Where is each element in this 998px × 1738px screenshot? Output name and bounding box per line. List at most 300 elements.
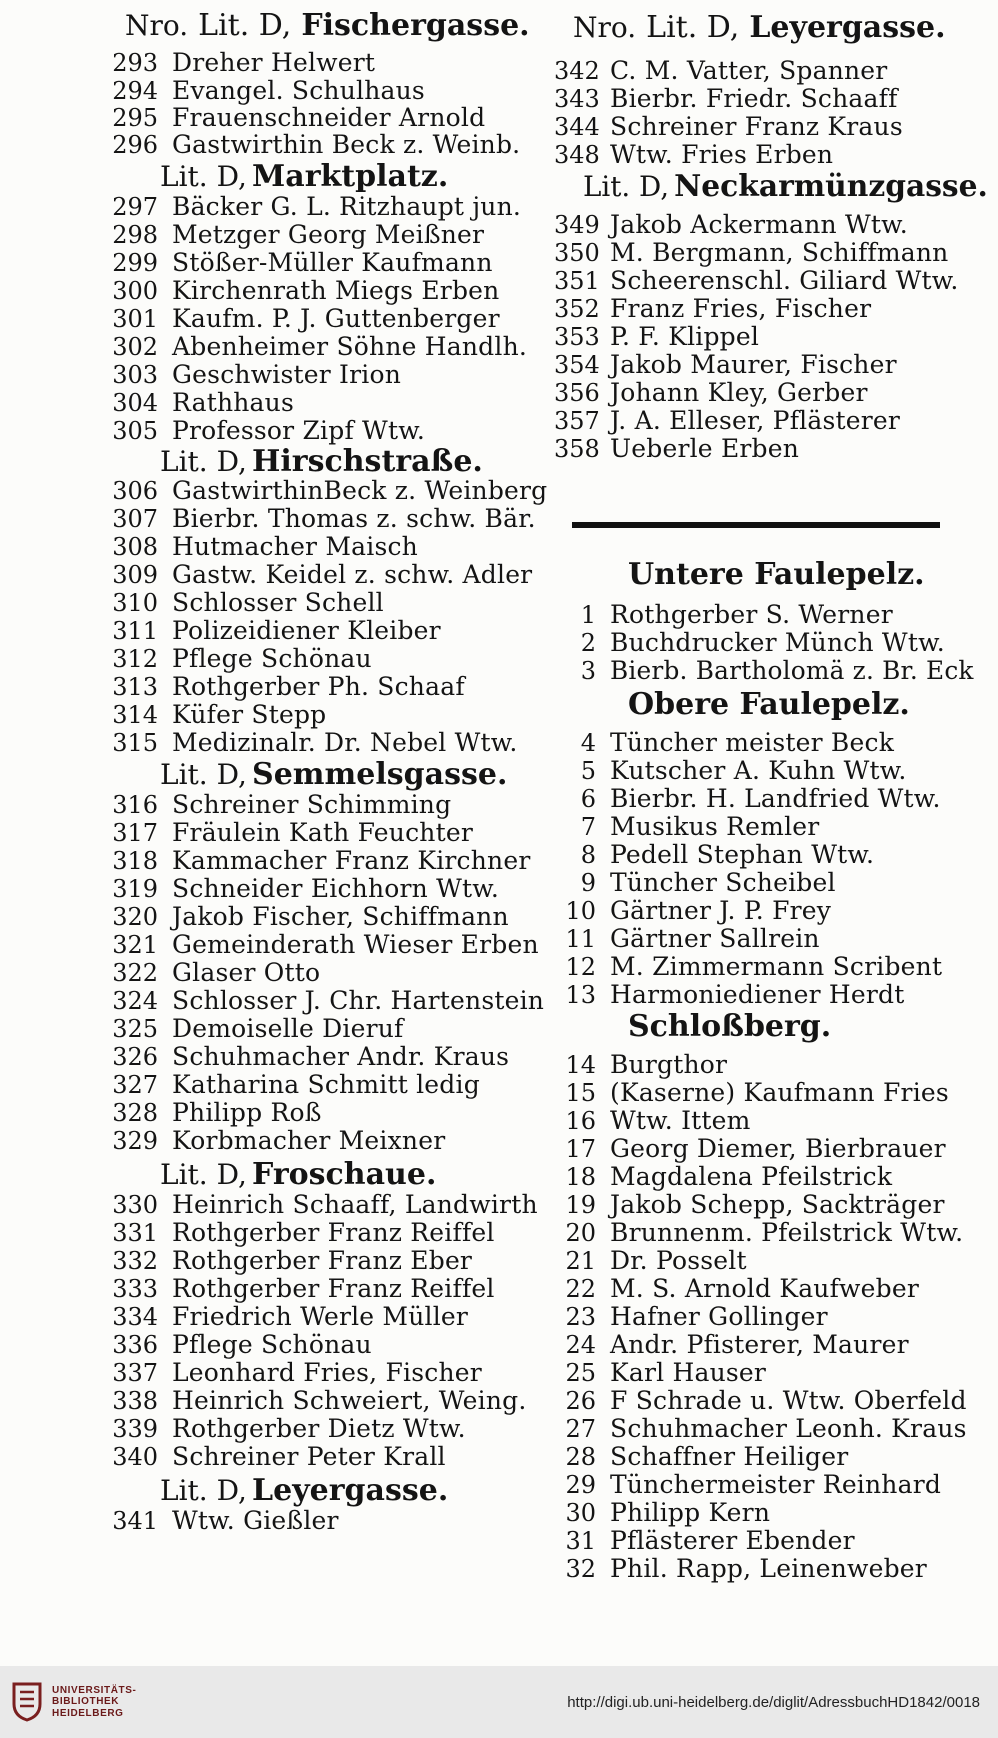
street-heading [628,687,910,722]
resident-name: Korbmacher Meixner [172,1126,446,1155]
house-number: 296 [112,131,158,159]
address-entry [108,562,532,587]
resident-name: Gastw. Keidel z. schw. Adler [172,560,533,589]
address-entry [108,1128,445,1153]
house-number: 354 [554,351,600,379]
house-number: 8 [580,841,596,869]
house-number: 356 [554,379,600,407]
address-entry [554,602,893,627]
house-number: 337 [112,1359,158,1387]
house-number: 311 [112,617,158,645]
resident-name: Friedrich Werle Müller [172,1302,469,1331]
resident-name: Jakob Fischer, Schiffmann [172,902,509,931]
resident-name: Metzger Georg Meißner [172,220,485,249]
address-entry [554,630,945,655]
street-name: Neckarmünzgasse. [674,169,988,204]
house-number: 325 [112,1015,158,1043]
resident-name: Kammacher Franz Kirchner [172,846,531,875]
house-number: 338 [112,1387,158,1415]
logo-line-1: UNIVERSITÄTS- [52,1684,137,1696]
resident-name: J. A. Elleser, Pflästerer [610,406,901,435]
address-entry [554,1220,963,1245]
address-entry [108,1444,446,1469]
resident-name: Andr. Pfisterer, Maurer [610,1330,909,1359]
address-entry [554,58,887,83]
resident-name: Heinrich Schweiert, Weing. [172,1386,527,1415]
address-entry [554,1500,770,1525]
house-number: 303 [112,361,158,389]
house-number: 307 [112,505,158,533]
house-number: 26 [565,1387,596,1415]
house-number: 331 [112,1219,158,1247]
address-entry [108,78,425,103]
house-number: 30 [565,1499,596,1527]
address-entry [554,296,871,321]
address-entry [554,1052,727,1077]
address-entry [108,132,520,157]
house-number: 330 [112,1191,158,1219]
address-entry [108,1072,480,1097]
house-number: 350 [554,239,600,267]
house-number: 318 [112,847,158,875]
house-number: 25 [565,1359,596,1387]
house-number: 339 [112,1415,158,1443]
address-entry [108,618,441,643]
street-heading [160,444,483,479]
resident-name: Musikus Remler [610,812,820,841]
resident-name: Schneider Eichhorn Wtw. [172,874,500,903]
street-name: Leyergasse. [252,1473,449,1508]
house-number: 313 [112,673,158,701]
address-entry [108,820,473,845]
resident-name: Magdalena Pfeilstrick [610,1162,893,1191]
resident-name: Buchdrucker Münch Wtw. [610,628,945,657]
house-number: 5 [580,757,596,785]
address-entry [108,1332,372,1357]
house-number: 334 [112,1303,158,1331]
street-heading [628,557,925,592]
nro-label: Nro. [573,11,637,44]
address-entry [108,674,465,699]
resident-name: M. Bergmann, Schiffmann [610,238,949,267]
street-name: Obere Faulepelz. [628,687,910,722]
address-entry [108,730,518,755]
address-entry [554,1192,945,1217]
resident-name: Rathhaus [172,388,294,417]
house-number: 299 [112,249,158,277]
resident-name: Georg Diemer, Bierbrauer [610,1134,946,1163]
house-number: 342 [554,57,600,85]
address-entry [554,408,900,433]
address-entry [554,842,874,867]
resident-name: M. S. Arnold Kaufweber [610,1274,920,1303]
address-entry [108,932,539,957]
address-entry [554,1248,747,1273]
address-entry [554,1416,967,1441]
house-number: 29 [565,1471,596,1499]
resident-name: Schuhmacher Andr. Kraus [172,1042,510,1071]
house-number: 315 [112,729,158,757]
address-entry [108,1388,527,1413]
resident-name: Schreiner Schimming [172,790,452,819]
house-number: 15 [565,1079,596,1107]
resident-name: Schaffner Heiliger [610,1442,849,1471]
lit-label: Lit. D, [583,170,670,203]
address-entry [108,848,531,873]
resident-name: Franz Fries, Fischer [610,294,872,323]
resident-name: Harmoniediener Herdt [610,980,905,1009]
resident-name: Pflege Schönau [172,644,372,673]
address-entry [108,876,499,901]
house-number: 302 [112,333,158,361]
house-number: 294 [112,77,158,105]
resident-name: Abenheimer Söhne Handlh. [172,332,528,361]
house-number: 343 [554,85,600,113]
address-entry [554,114,903,139]
resident-name: GastwirthinBeck z. Weinberg [172,476,548,505]
address-entry [554,1388,967,1413]
resident-name: Leonhard Fries, Fischer [172,1358,482,1387]
house-number: 329 [112,1127,158,1155]
address-entry [554,758,907,783]
house-number: 324 [112,987,158,1015]
resident-name: Philipp Kern [610,1498,771,1527]
section-divider-rule [572,522,940,528]
street-heading [160,1157,437,1192]
street-heading [160,159,449,194]
address-entry [554,1472,941,1497]
address-entry [108,105,485,130]
address-entry [108,1416,466,1441]
house-number: 348 [554,141,600,169]
resident-name: Kirchenrath Miegs Erben [172,276,500,305]
house-number: 6 [580,785,596,813]
house-number: 321 [112,931,158,959]
street-heading: Fischergasse. [301,8,530,43]
house-number: 13 [565,981,596,1009]
house-number: 298 [112,221,158,249]
house-number: 340 [112,1443,158,1471]
resident-name: Gemeinderath Wieser Erben [172,930,539,959]
house-number: 341 [112,1507,158,1535]
address-entry [554,1556,927,1581]
resident-name: Tüncher meister Beck [610,728,895,757]
house-number: 357 [554,407,600,435]
resident-name: Pflege Schönau [172,1330,372,1359]
address-entry [108,1304,468,1329]
address-entry [554,786,941,811]
resident-name: Glaser Otto [172,958,321,987]
resident-name: Karl Hauser [610,1358,767,1387]
resident-name: F Schrade u. Wtw. Oberfeld [610,1386,967,1415]
house-number: 31 [565,1527,596,1555]
house-number: 312 [112,645,158,673]
house-number: 7 [580,813,596,841]
resident-name: Demoiselle Dieruf [172,1014,404,1043]
house-number: 304 [112,389,158,417]
house-number: 344 [554,113,600,141]
house-number: 4 [580,729,596,757]
resident-name: Polizeidiener Kleiber [172,616,441,645]
lit-label: Lit. D, [160,1474,247,1507]
address-entry [108,1044,509,1069]
resident-name: Bierbr. Thomas z. schw. Bär. [172,504,536,533]
resident-name: Fräulein Kath Feuchter [172,818,473,847]
address-entry [554,954,942,979]
house-number: 333 [112,1275,158,1303]
library-logo[interactable] [10,1682,136,1722]
address-entry [108,278,499,303]
resident-name: Schlosser Schell [172,588,384,617]
street-name: Marktplatz. [252,159,449,194]
house-number: 24 [565,1331,596,1359]
address-entry [108,1220,495,1245]
house-number: 322 [112,959,158,987]
resident-name: Kaufm. P. J. Guttenberger [172,304,500,333]
house-number: 328 [112,1099,158,1127]
resident-name: Schreiner Franz Kraus [610,112,903,141]
lit-label: Lit. D, [198,8,292,43]
resident-name: Wtw. Gießler [172,1506,339,1535]
resident-name: Philipp Roß [172,1098,322,1127]
house-number: 306 [112,477,158,505]
address-entry [108,1248,472,1273]
resident-name: Gärtner J. P. Frey [610,896,832,925]
resident-name: Katharina Schmitt ledig [172,1070,480,1099]
resident-name: Hafner Gollinger [610,1302,828,1331]
resident-name: Burgthor [610,1050,728,1079]
resident-name: Brunnenm. Pfeilstrick Wtw. [610,1218,964,1247]
street-heading [160,757,508,792]
address-entry [108,1192,538,1217]
house-number: 351 [554,267,600,295]
column-header [573,10,946,45]
house-number: 12 [565,953,596,981]
address-entry [554,1276,919,1301]
address-entry [554,380,868,405]
lit-label: Lit. D, [160,1158,247,1191]
address-entry [554,436,799,461]
address-entry [554,1136,946,1161]
house-number: 305 [112,417,158,445]
house-number: 336 [112,1331,158,1359]
address-entry [108,1276,495,1301]
resident-name: Tünchermeister Reinhard [610,1470,942,1499]
house-number: 32 [565,1555,596,1583]
resident-name: Gärtner Sallrein [610,924,820,953]
address-entry [108,194,521,219]
resident-name: Rothgerber S. Werner [610,600,893,629]
house-number: 320 [112,903,158,931]
resident-name: Jakob Schepp, Sackträger [610,1190,945,1219]
address-entry [554,814,819,839]
resident-name: Johann Kley, Gerber [610,378,868,407]
address-entry [554,240,948,265]
address-entry [108,478,547,503]
lit-label: Lit. D, [160,758,247,791]
resident-name: Rothgerber Dietz Wtw. [172,1414,466,1443]
house-number: 3 [580,657,596,685]
resident-name: Frauenschneider Arnold [172,103,486,132]
address-entry [554,870,836,895]
house-number: 11 [565,925,596,953]
lit-label: Lit. D, [160,160,247,193]
house-number: 353 [554,323,600,351]
address-entry [108,534,418,559]
address-entry [554,1304,828,1329]
address-entry [108,1360,482,1385]
resident-name: Rothgerber Franz Reiffel [172,1274,495,1303]
street-name: Froschaue. [252,1157,437,1192]
street-heading [583,169,988,204]
resident-name: Evangel. Schulhaus [172,76,425,105]
house-number: 295 [112,104,158,132]
resident-name: Pflästerer Ebender [610,1526,855,1555]
house-number: 10 [565,897,596,925]
street-name: Hirschstraße. [252,444,483,479]
address-entry [554,1444,848,1469]
house-number: 319 [112,875,158,903]
resident-name: Bierbr. Friedr. Schaaff [610,84,898,113]
resident-name: Geschwister Irion [172,360,402,389]
address-entry [554,212,908,237]
street-heading: Leyergasse. [749,10,946,45]
address-entry [108,1016,404,1041]
address-entry [554,926,820,951]
logo-line-3: HEIDELBERG [52,1707,124,1719]
address-entry [108,334,527,359]
address-entry [108,418,425,443]
resident-name: Hutmacher Maisch [172,532,418,561]
address-entry [554,268,959,293]
house-number: 23 [565,1303,596,1331]
resident-name: Rothgerber Ph. Schaaf [172,672,465,701]
house-number: 317 [112,819,158,847]
house-number: 326 [112,1043,158,1071]
resident-name: (Kaserne) Kaufmann Fries [610,1078,949,1107]
house-number: 17 [565,1135,596,1163]
resident-name: Wtw. Ittem [610,1106,751,1135]
street-heading [160,1473,449,1508]
address-entry [108,50,375,75]
resident-name: P. F. Klippel [610,322,760,351]
house-number: 2 [580,629,596,657]
lit-label: Lit. D, [646,10,740,45]
address-entry [554,1164,892,1189]
address-entry [108,988,544,1013]
resident-name: Küfer Stepp [172,700,327,729]
resident-name: Rothgerber Franz Eber [172,1246,473,1275]
logo-line-2: BIBLIOTHEK [52,1696,120,1708]
address-entry [554,1360,766,1385]
house-number: 310 [112,589,158,617]
house-number: 27 [565,1415,596,1443]
address-entry [554,1528,855,1553]
resident-name: Bierbr. H. Landfried Wtw. [610,784,941,813]
house-number: 293 [112,49,158,77]
house-number: 28 [565,1443,596,1471]
house-number: 14 [565,1051,596,1079]
resident-name: Dr. Posselt [610,1246,747,1275]
resident-name: Tüncher Scheibel [610,868,836,897]
resident-name: Heinrich Schaaff, Landwirth [172,1190,538,1219]
house-number: 20 [565,1219,596,1247]
address-entry [108,506,536,531]
house-number: 332 [112,1247,158,1275]
house-number: 16 [565,1107,596,1135]
address-entry [554,1108,751,1133]
resident-name: Schlosser J. Chr. Hartenstein [172,986,545,1015]
street-heading [628,1009,832,1044]
house-number: 314 [112,701,158,729]
resident-name: M. Zimmermann Scribent [610,952,943,981]
address-entry [108,1508,339,1533]
footer-bar [0,1666,998,1738]
house-number: 300 [112,277,158,305]
resident-name: Pedell Stephan Wtw. [610,840,875,869]
address-entry [108,306,500,331]
address-entry [554,1080,949,1105]
resident-name: Professor Zipf Wtw. [172,416,425,445]
address-entry [108,792,451,817]
resident-name: Jakob Maurer, Fischer [610,350,897,379]
house-number: 309 [112,561,158,589]
address-entry [108,1100,322,1125]
address-entry [108,590,384,615]
house-number: 297 [112,193,158,221]
street-name: Schloßberg. [628,1009,832,1044]
lit-label: Lit. D, [160,445,247,478]
house-number: 19 [565,1191,596,1219]
resident-name: Wtw. Fries Erben [610,140,834,169]
column-header [125,8,530,43]
library-logo-text [52,1685,136,1720]
address-entry [554,982,905,1007]
address-entry [108,250,493,275]
address-entry [554,730,894,755]
address-entry [108,362,401,387]
address-entry [554,898,831,923]
resident-name: Stößer-Müller Kaufmann [172,248,493,277]
address-entry [108,904,509,929]
house-number: 22 [565,1275,596,1303]
address-entry [108,960,320,985]
address-entry [554,142,833,167]
house-number: 358 [554,435,600,463]
house-number: 327 [112,1071,158,1099]
address-entry [108,390,294,415]
address-entry [108,702,326,727]
house-number: 316 [112,791,158,819]
house-number: 9 [580,869,596,897]
resident-name: Dreher Helwert [172,48,376,77]
house-number: 301 [112,305,158,333]
resident-name: Bierb. Bartholomä z. Br. Eck [610,656,974,685]
resident-name: Phil. Rapp, Leinenweber [610,1554,927,1583]
page-url[interactable]: http://digi.ub.uni-heidelberg.de/diglit/AdressbuchHD1842/0018 [567,1693,980,1711]
resident-name: Schreiner Peter Krall [172,1442,446,1471]
resident-name: Ueberle Erben [610,434,800,463]
resident-name: Schuhmacher Leonh. Kraus [610,1414,967,1443]
resident-name: Gastwirthin Beck z. Weinb. [172,130,521,159]
address-entry [554,324,759,349]
house-number: 18 [565,1163,596,1191]
house-number: 1 [580,601,596,629]
address-entry [108,222,484,247]
house-number: 349 [554,211,600,239]
resident-name: Medizinalr. Dr. Nebel Wtw. [172,728,518,757]
house-number: 352 [554,295,600,323]
